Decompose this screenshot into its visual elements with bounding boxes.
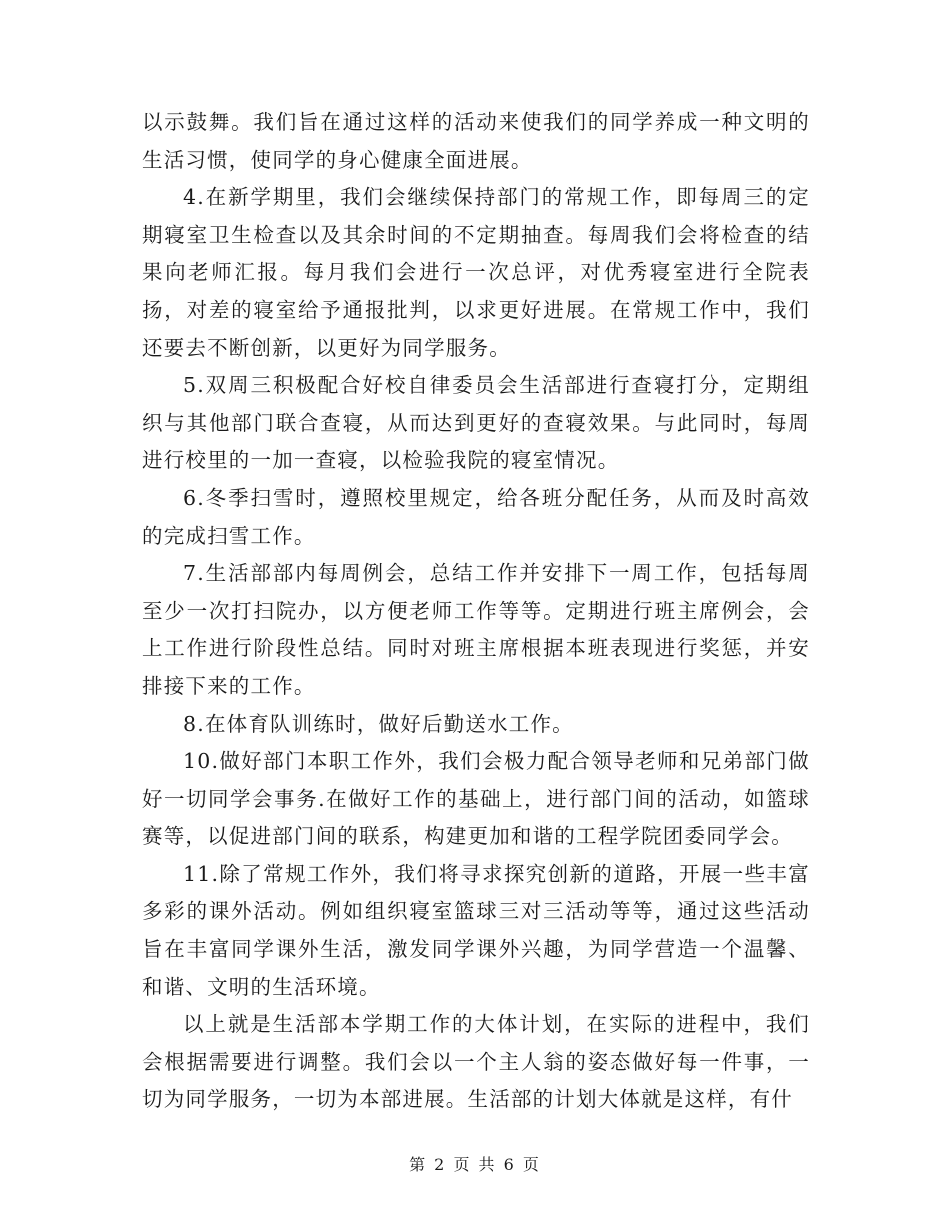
paragraph-item-10: 10.做好部门本职工作外，我们会极力配合领导老师和兄弟部门做好一切同学会事务.在做好工作的基础上，进行部门间的活动，如篮球赛等，以促进部门间的联系，构建更加和谐的工程学院团委同学会。 bbox=[142, 749, 810, 849]
document-body bbox=[142, 104, 810, 1119]
paragraph-item-5: 5.双周三积极配合好校自律委员会生活部进行查寝打分，定期组织与其他部门联合查寝，从而达到更好的查寝效果。与此同时，每周进行校里的一加一查寝，以检验我院的寝室情况。 bbox=[142, 373, 810, 473]
page-footer bbox=[0, 1152, 950, 1175]
paragraph-item-8: 8.在体育队训练时，做好后勤送水工作。 bbox=[183, 711, 574, 736]
paragraph-item-6: 6.冬季扫雪时，遵照校里规定，给各班分配任务，从而及时高效的完成扫雪工作。 bbox=[142, 485, 810, 548]
page-number: 第 2 页 共 6 页 bbox=[409, 1155, 541, 1174]
paragraph-conclusion: 以上就是生活部本学期工作的大体计划，在实际的进程中，我们会根据需要进行调整。我们会以一个主人翁的姿态做好每一件事，一切为同学服务，一切为本部进展。生活部的计划大体就是这样，有什 bbox=[142, 1012, 810, 1112]
paragraph-item-11: 11.除了常规工作外，我们将寻求探究创新的道路，开展一些丰富多彩的课外活动。例如组织寝室篮球三对三活动等等，通过这些活动旨在丰富同学课外生活，激发同学课外兴趣，为同学营造一个温馨、和谐、文明的生活环境。 bbox=[142, 861, 810, 999]
paragraph-item-4: 4.在新学期里，我们会继续保持部门的常规工作，即每周三的定期寝室卫生检查以及其余时间的不定期抽查。每周我们会将检查的结果向老师汇报。每月我们会进行一次总评，对优秀寝室进行全院表扬，对差的寝室给予通报批判，以求更好进展。在常规工作中，我们还要去不断创新，以更好为同学服务。 bbox=[142, 185, 810, 360]
paragraph-item-7: 7.生活部部内每周例会，总结工作并安排下一周工作，包括每周至少一次打扫院办，以方便老师工作等等。定期进行班主席例会，会上工作进行阶段性总结。同时对班主席根据本班表现进行奖惩，并安排接下来的工作。 bbox=[142, 561, 810, 698]
paragraph-continuation: 以示鼓舞。我们旨在通过这样的活动来使我们的同学养成一种文明的生活习惯，使同学的身心健康全面进展。 bbox=[142, 110, 810, 172]
